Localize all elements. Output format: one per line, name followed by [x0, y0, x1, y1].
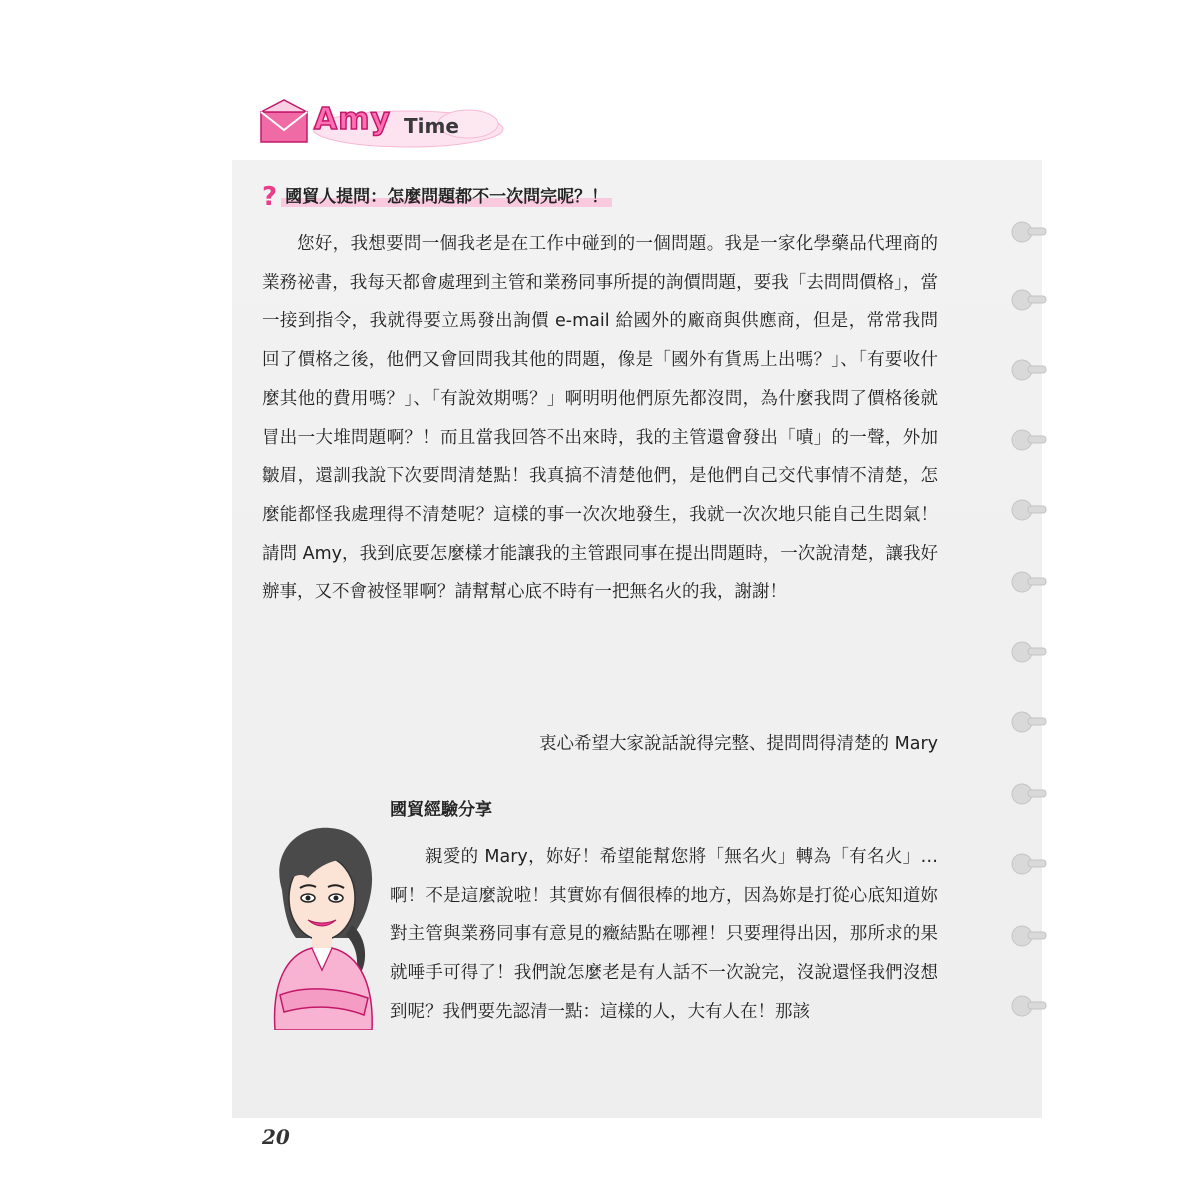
ring-icon: [1012, 290, 1046, 310]
spiral-binding: [1010, 210, 1050, 1030]
envelope-icon: [258, 98, 312, 144]
ring-icon: [1012, 572, 1046, 592]
question-body: 您好，我想要問一個我老是在工作中碰到的一個問題。我是一家化學藥品代理商的業務祕書，我每天都會處理到主管和業務同事所提的詢價問題，要我「去問問價格」，當一接到指令，我就得要立馬發出詢價 e-mail 給國外的廠商與供應商，但是，常常我問回了價格之後，他們又會回問我其他的問題，像是「國外有貨馬上出嗎？」、「有要收什麼其他的費用嗎？」、「有說效期嗎？」啊明明他們原先都沒問，為什麼我問了價格後就冒出一大堆問題啊？！而且當我回答不出來時，我的主管還會發出「嘖」的一聲，外加皺眉，還訓我說下次要問清楚點！我真搞不清楚他們，是他們自己交代事情不清楚，怎麼能都怪我處理得不清楚呢？這樣的事一次次地發生，我就一次次地只能自己生悶氣！請問 Amy，我到底要怎麼樣才能讓我的主管跟同事在提出問題時，一次說清楚，讓我好辦事，又不會被怪罪啊？請幫幫心底不時有一把無名火的我，謝謝！: [262, 234, 938, 603]
share-body: 親愛的 Mary，妳好！希望能幫您將「無名火」轉為「有名火」…啊！不是這麼說啦！其實妳有個很棒的地方，因為妳是打從心底知道妳對主管與業務同事有意見的癥結點在哪裡！只要理得出因，那所求的果就唾手可得了！我們說怎麼老是有人話不一次說完，沒說還怪我們沒想到呢？我們要先認清一點：這樣的人，大有人在！那該: [390, 847, 938, 1022]
share-heading: 國貿經驗分享: [390, 800, 492, 820]
ring-icon: [1012, 712, 1046, 732]
question-title: 國貿人提問：怎麼問題都不一次問完呢？！: [281, 187, 612, 207]
ring-icon: [1012, 926, 1046, 946]
amy-avatar: [260, 820, 385, 1030]
page-number: 20: [262, 1125, 290, 1149]
ring-icon: [1012, 854, 1046, 874]
logo-sub: Time: [404, 114, 459, 138]
ring-icon: [1012, 222, 1046, 242]
ring-icon: [1012, 360, 1046, 380]
ring-icon: [1012, 500, 1046, 520]
amy-time-logo: [258, 94, 518, 154]
question-mark-icon: ?: [262, 182, 278, 212]
ring-icon: [1012, 642, 1046, 662]
question-signature: 衷心希望大家說話說得完整、提問問得清楚的 Mary: [539, 734, 938, 754]
ring-icon: [1012, 430, 1046, 450]
logo-word: Amy: [314, 102, 392, 137]
ring-icon: [1012, 996, 1046, 1016]
ring-icon: [1012, 784, 1046, 804]
question-heading: [262, 182, 612, 212]
